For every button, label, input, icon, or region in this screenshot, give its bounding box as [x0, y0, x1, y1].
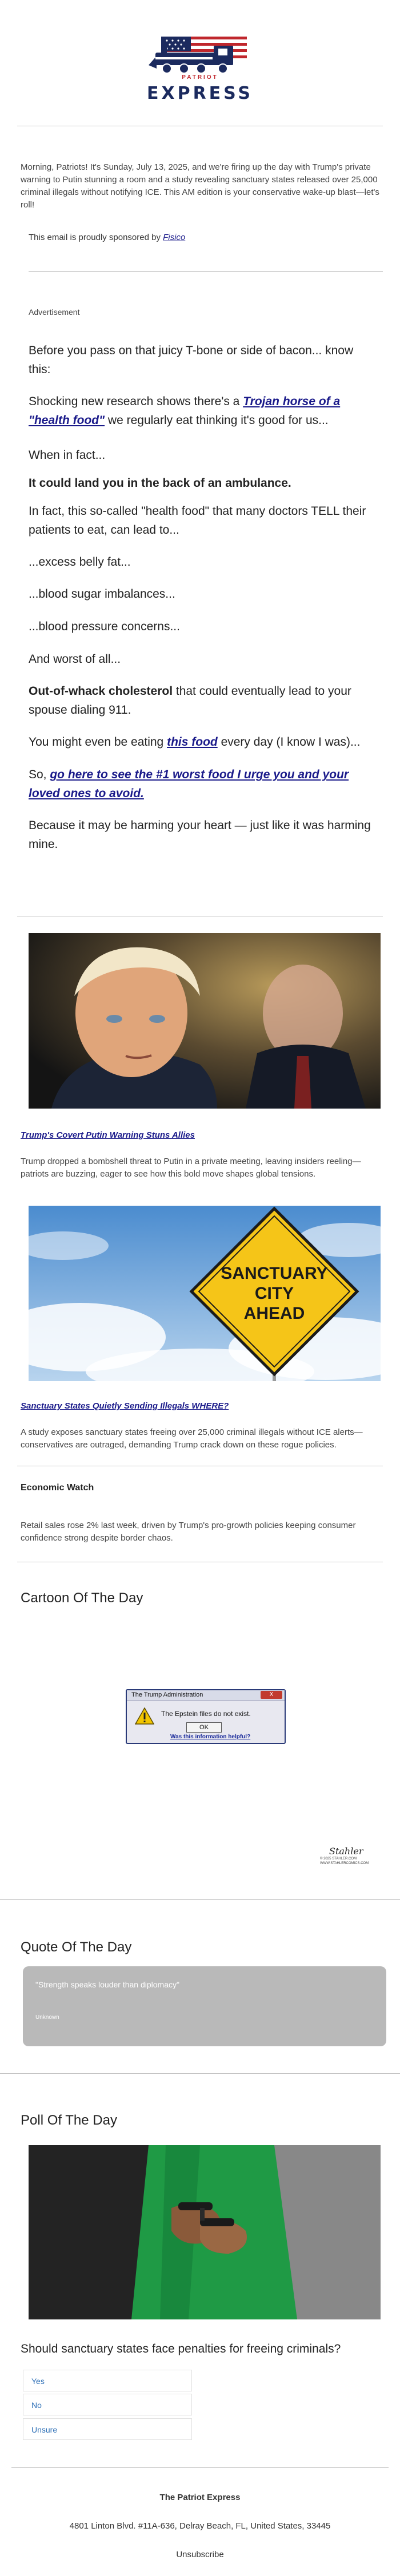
- logo-title: EXPRESS: [146, 83, 254, 103]
- story-photo-trump-putin[interactable]: [29, 933, 381, 1109]
- ad-text: we regularly eat thinking it's good for us...: [105, 414, 329, 427]
- ad-paragraph: [29, 682, 371, 719]
- sign-line: AHEAD: [243, 1304, 305, 1323]
- unsubscribe-link[interactable]: Unsubscribe: [176, 2550, 224, 2559]
- ad-text: Shocking new research shows there's a: [29, 395, 243, 408]
- ad-paragraph: Because it may be harming your heart — just like it was harming mine.: [29, 819, 371, 851]
- cartoon-heading: Cartoon Of The Day: [21, 1590, 143, 1606]
- ad-paragraph: [29, 765, 371, 803]
- divider: [11, 2467, 389, 2468]
- sign-line: SANCTUARY: [221, 1264, 328, 1283]
- poll-option-unsure[interactable]: Unsure: [23, 2418, 192, 2440]
- ad-paragraph: ...blood pressure concerns...: [29, 620, 180, 633]
- dialog-ok-button: OK: [186, 1722, 222, 1733]
- ad-link-worst-food[interactable]: go here to see the #1 worst food I urge you and your loved ones to avoid.: [29, 768, 349, 800]
- sponsor-line: [29, 233, 185, 242]
- ad-text: You might even be eating: [29, 735, 167, 749]
- sponsor-prefix: This email is proudly sponsored by: [29, 233, 163, 242]
- dialog-titlebar: [127, 1690, 285, 1701]
- cartoon-image: [29, 1617, 381, 1880]
- sign-line: CITY: [254, 1284, 294, 1303]
- divider: [29, 271, 383, 272]
- sanctuary-sign-icon: [29, 1206, 381, 1381]
- ad-paragraph: When in fact...: [29, 449, 106, 462]
- economic-heading: Economic Watch: [21, 1483, 94, 1493]
- train-logo-icon: [144, 33, 256, 79]
- story-photo-sanctuary-sign[interactable]: [29, 1206, 381, 1381]
- economic-body: Retail sales rose 2% last week, driven by Trump's pro-growth policies keeping consumer confidence strong despite border chaos.: [21, 1521, 356, 1543]
- ad-paragraph: [29, 733, 371, 751]
- poll-option-no[interactable]: No: [23, 2394, 192, 2415]
- ad-text: every day (I know I was)...: [217, 735, 361, 749]
- cartoon-dialog: [126, 1689, 286, 1744]
- ad-text: So,: [29, 768, 50, 781]
- quote-text: "Strength speaks louder than diplomacy": [35, 1980, 179, 1989]
- cartoon-credit: WWW.STAHLERCOMICS.COM: [320, 1862, 369, 1865]
- story-title-link[interactable]: Sanctuary States Quietly Sending Illegals WHERE?: [21, 1401, 229, 1411]
- ad-paragraph: ...blood sugar imbalances...: [29, 587, 175, 601]
- ad-link-health-food[interactable]: Trojan horse of a "health food": [29, 395, 341, 427]
- footer-name: The Patriot Express: [159, 2493, 241, 2502]
- ad-paragraph-bold: It could land you in the back of an ambulance.: [29, 477, 291, 490]
- quote-author: Unknown: [35, 2014, 59, 2021]
- ad-label: Advertisement: [29, 307, 80, 317]
- close-icon: X: [261, 1691, 282, 1699]
- dialog-title: The Trump Administration: [131, 1691, 203, 1698]
- story-body: A study exposes sanctuary states freeing over 25,000 criminal illegals without ICE alerts—conservatives are outraged, demanding Trump crack down on these rogue policies.: [21, 1427, 363, 1450]
- ad-paragraph: And worst of all...: [29, 653, 121, 666]
- dialog-message: The Epstein files do not exist.: [161, 1710, 251, 1718]
- poll-photo-handcuffs: [29, 2145, 381, 2319]
- poll-option-yes[interactable]: Yes: [23, 2370, 192, 2391]
- cartoon-credit: © 2025 STAHLER.COM: [320, 1857, 357, 1861]
- intro-text: Morning, Patriots! It's Sunday, July 13, 2025, and we're firing up the day with Trump's private warning to Putin stunning a room and a study revealing sanctuary states released over 25,000 criminal illegals without notifying ICE. This AM edition is your conservative wake-up blast—let's roll!: [21, 162, 379, 210]
- handcuffs-photo-icon: [29, 2145, 381, 2319]
- divider: [0, 1899, 400, 1900]
- ad-text: that could eventually lead to your spouse dialing 911.: [29, 685, 351, 717]
- portrait-photo-icon: [29, 933, 381, 1109]
- cartoon-signature: Stahler: [329, 1846, 363, 1857]
- story-title-link[interactable]: Trump's Covert Putin Warning Stuns Allies: [21, 1130, 195, 1140]
- poll-heading: Poll Of The Day: [21, 2113, 117, 2128]
- dialog-help-link: Was this information helpful?: [170, 1734, 251, 1740]
- ad-paragraph: [29, 392, 371, 430]
- ad-bold-text: Out-of-whack cholesterol: [29, 685, 173, 698]
- poll-question: Should sanctuary states face penalties for freeing criminals?: [21, 2342, 341, 2355]
- brand-logo: [144, 33, 256, 101]
- quote-heading: Quote Of The Day: [21, 1939, 132, 1955]
- ad-paragraph: Before you pass on that juicy T-bone or side of bacon... know this:: [29, 344, 354, 376]
- quote-box: [23, 1966, 386, 2046]
- divider: [0, 2073, 400, 2074]
- ad-link-this-food[interactable]: this food: [167, 735, 218, 749]
- sponsor-link[interactable]: Fisico: [163, 233, 186, 242]
- ad-paragraph: ...excess belly fat...: [29, 555, 131, 569]
- footer-address: 4801 Linton Blvd. #11A-636, Delray Beach, FL, United States, 33445: [69, 2521, 331, 2531]
- ad-paragraph: In fact, this so-called "health food" that many doctors TELL their patients to eat, can lead to...: [29, 505, 366, 537]
- warning-icon: [135, 1707, 154, 1725]
- logo-subtitle: PATRIOT: [182, 74, 218, 81]
- story-body: Trump dropped a bombshell threat to Putin in a private meeting, leaving insiders reeling—patriots are buzzing, eager to see how this bold move shapes global tensions.: [21, 1157, 361, 1179]
